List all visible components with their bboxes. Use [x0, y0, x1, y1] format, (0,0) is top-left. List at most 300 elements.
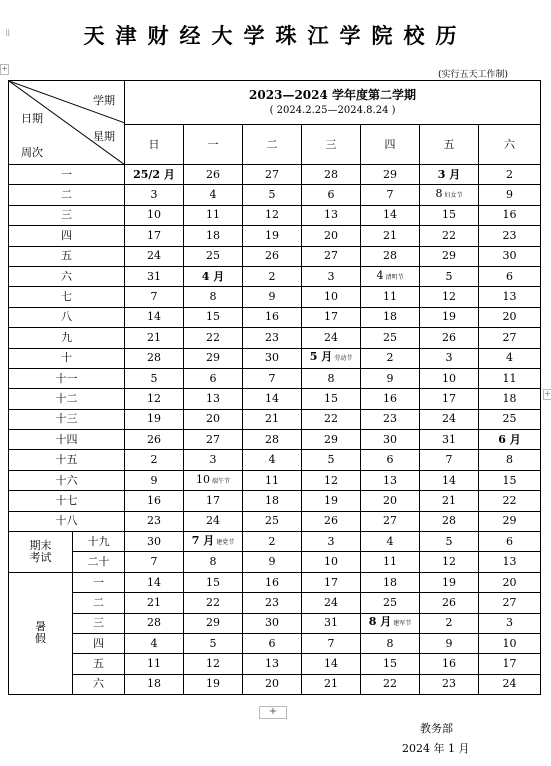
date-value: 25/2 月 — [133, 167, 175, 181]
date-value: 4 — [268, 453, 276, 467]
week-number-cell: 十七 — [9, 491, 125, 511]
date-value: 8 — [506, 453, 514, 467]
week-number-cell: 七 — [9, 287, 125, 307]
date-value: 3 月 — [437, 167, 461, 181]
date-cell — [361, 389, 420, 409]
date-cell — [125, 368, 184, 388]
date-cell — [361, 470, 420, 490]
date-cell — [243, 450, 302, 470]
date-cell — [243, 287, 302, 307]
date-cell — [125, 572, 184, 592]
week-number-cell: 九 — [9, 328, 125, 348]
date-cell — [361, 348, 420, 368]
work-system-note: (实行五天工作制) — [437, 70, 508, 80]
date-cell — [420, 226, 479, 246]
corner-label-term: 学期 — [93, 94, 115, 107]
footer-date: 2024 年 1 月 — [402, 742, 470, 755]
date-cell — [420, 328, 479, 348]
week-number-cell: 十一 — [9, 368, 125, 388]
date-value: 20 — [502, 310, 517, 324]
date-cell — [420, 674, 479, 694]
date-cell — [420, 511, 479, 531]
date-cell — [125, 491, 184, 511]
date-cell — [243, 266, 302, 286]
date-value: 16 — [265, 310, 279, 324]
date-cell — [479, 389, 541, 409]
date-cell — [361, 205, 420, 225]
summer-week-row — [9, 572, 541, 592]
date-value: 17 — [324, 575, 338, 589]
date-cell — [361, 613, 420, 633]
date-value: 7 — [150, 555, 158, 569]
date-cell — [243, 409, 302, 429]
date-value: 19 — [442, 575, 456, 589]
date-value: 16 — [265, 575, 279, 589]
date-value: 28 — [442, 514, 456, 528]
date-cell — [479, 205, 541, 225]
date-value: 23 — [383, 412, 397, 426]
date-cell — [184, 266, 243, 286]
date-value: 15 — [442, 208, 456, 222]
date-value: 8 — [209, 555, 217, 569]
date-cell — [420, 491, 479, 511]
summer-week-row — [9, 674, 541, 694]
week-number-cell: 六 — [9, 266, 125, 286]
date-value: 13 — [502, 555, 517, 569]
date-cell — [479, 532, 541, 552]
date-value: 10 — [502, 636, 517, 650]
date-cell — [243, 633, 302, 653]
date-value: 13 — [265, 657, 279, 671]
date-value: 20 — [206, 412, 220, 426]
date-cell — [125, 307, 184, 327]
date-value: 2 — [268, 534, 276, 548]
date-value: 27 — [383, 514, 397, 528]
date-value: 5 — [445, 534, 453, 548]
date-value: 14 — [147, 575, 161, 589]
date-cell — [420, 552, 479, 572]
weekday-header-cell: 四 — [361, 125, 420, 165]
date-cell — [479, 348, 541, 368]
date-cell — [243, 613, 302, 633]
date-cell — [302, 226, 361, 246]
date-value: 16 — [442, 657, 456, 671]
date-value: 8 — [209, 290, 217, 304]
date-value: 4 月 — [201, 269, 225, 283]
weekday-header-cell: 六 — [479, 125, 541, 165]
date-cell — [302, 348, 361, 368]
date-cell — [361, 491, 420, 511]
date-value: 16 — [383, 391, 397, 405]
date-cell — [125, 654, 184, 674]
date-cell — [479, 165, 541, 185]
date-cell — [243, 348, 302, 368]
date-cell — [479, 511, 541, 531]
date-cell — [184, 185, 243, 205]
date-value: 21 — [147, 330, 161, 344]
date-cell — [420, 165, 479, 185]
date-cell — [420, 654, 479, 674]
date-cell — [479, 491, 541, 511]
week-row — [9, 491, 541, 511]
date-value: 29 — [324, 432, 338, 446]
week-number-cell: 五 — [73, 654, 125, 674]
date-cell — [125, 470, 184, 490]
week-number-cell: 四 — [73, 633, 125, 653]
week-row — [9, 287, 541, 307]
date-value: 3 — [327, 534, 335, 548]
summer-week-row — [9, 633, 541, 653]
date-cell — [302, 674, 361, 694]
date-value: 29 — [442, 249, 456, 263]
date-value: 27 — [502, 595, 517, 609]
date-cell — [243, 185, 302, 205]
date-cell — [125, 185, 184, 205]
date-value: 23 — [265, 595, 279, 609]
date-cell — [361, 552, 420, 572]
date-value: 27 — [265, 167, 279, 181]
date-value: 4 — [376, 268, 384, 282]
date-cell — [302, 491, 361, 511]
date-value: 10 — [195, 472, 210, 486]
plus-icon[interactable]: + — [1, 64, 8, 73]
date-cell — [243, 328, 302, 348]
date-cell — [479, 226, 541, 246]
date-value: 11 — [383, 290, 397, 304]
date-value: 24 — [442, 412, 456, 426]
date-cell — [184, 552, 243, 572]
date-value: 6 — [209, 371, 217, 385]
date-value: 19 — [265, 228, 279, 242]
date-value: 6 — [506, 534, 514, 548]
date-cell — [302, 368, 361, 388]
date-value: 22 — [206, 595, 220, 609]
date-cell — [125, 511, 184, 531]
date-value: 9 — [445, 636, 453, 650]
date-cell — [420, 409, 479, 429]
date-value: 10 — [324, 555, 338, 569]
date-cell — [302, 287, 361, 307]
date-value: 22 — [324, 412, 338, 426]
date-value: 12 — [442, 290, 456, 304]
date-cell — [479, 307, 541, 327]
date-value: 14 — [147, 310, 161, 324]
date-value: 18 — [383, 310, 397, 324]
date-value: 13 — [324, 208, 338, 222]
date-cell — [479, 593, 541, 613]
date-cell — [184, 246, 243, 266]
date-value: 23 — [442, 677, 456, 691]
date-value: 30 — [265, 351, 279, 365]
date-cell — [243, 389, 302, 409]
date-cell — [479, 654, 541, 674]
date-cell — [420, 450, 479, 470]
date-cell — [420, 572, 479, 592]
date-cell — [302, 328, 361, 348]
date-value: 24 — [324, 595, 338, 609]
date-cell — [361, 287, 420, 307]
week-number-cell: 六 — [73, 674, 125, 694]
date-value: 25 — [265, 514, 279, 528]
weekday-header-cell: 五 — [420, 125, 479, 165]
date-value: 12 — [442, 555, 456, 569]
date-cell — [361, 674, 420, 694]
date-cell — [125, 287, 184, 307]
date-value: 3 — [209, 453, 217, 467]
date-cell — [302, 552, 361, 572]
date-value: 7 — [386, 188, 394, 202]
date-cell — [125, 389, 184, 409]
holiday-note: 建党节 — [216, 538, 235, 546]
week-row — [9, 165, 541, 185]
date-value: 9 — [506, 188, 514, 202]
date-value: 25 — [206, 249, 220, 263]
date-cell — [302, 165, 361, 185]
date-value: 22 — [442, 228, 456, 242]
date-cell — [125, 348, 184, 368]
date-value: 22 — [206, 330, 220, 344]
corner-label-weekday: 星期 — [93, 130, 115, 143]
date-cell — [479, 409, 541, 429]
date-cell — [243, 226, 302, 246]
date-cell — [420, 593, 479, 613]
date-cell — [184, 470, 243, 490]
date-cell — [302, 205, 361, 225]
date-value: 26 — [147, 432, 161, 446]
date-cell — [361, 633, 420, 653]
academic-calendar-table — [8, 80, 541, 695]
date-cell — [302, 613, 361, 633]
date-value: 13 — [206, 391, 220, 405]
date-value: 2 — [445, 616, 453, 630]
date-cell — [125, 593, 184, 613]
date-value: 3 — [445, 351, 453, 365]
date-cell — [302, 532, 361, 552]
date-value: 24 — [502, 677, 517, 691]
date-cell — [361, 572, 420, 592]
date-value: 5 — [150, 371, 158, 385]
date-value: 4 — [209, 188, 217, 202]
date-value: 20 — [383, 493, 397, 507]
date-cell — [184, 572, 243, 592]
date-value: 17 — [502, 657, 517, 671]
date-value: 19 — [206, 677, 220, 691]
date-value: 23 — [502, 228, 517, 242]
plus-icon[interactable]: + — [544, 389, 551, 398]
week-row — [9, 470, 541, 490]
weekday-header-cell: 三 — [302, 125, 361, 165]
week-row — [9, 430, 541, 450]
week-row — [9, 368, 541, 388]
date-cell — [243, 674, 302, 694]
date-value: 3 — [506, 616, 514, 630]
date-value: 15 — [383, 657, 397, 671]
week-number-cell: 十九 — [73, 532, 125, 552]
date-value: 11 — [502, 371, 517, 385]
term-date-range: ( 2024.2.25—2024.8.24 ) — [269, 105, 396, 116]
final-exam-label: 期末 考试 — [9, 532, 73, 573]
date-cell — [420, 532, 479, 552]
date-value: 5 — [209, 636, 217, 650]
date-value: 26 — [324, 514, 338, 528]
add-row-button[interactable]: + — [259, 706, 287, 719]
date-value: 28 — [147, 616, 161, 630]
week-number-cell: 二 — [9, 185, 125, 205]
date-value: 9 — [268, 290, 276, 304]
date-value: 31 — [147, 269, 161, 283]
week-row — [9, 246, 541, 266]
date-cell — [125, 633, 184, 653]
date-value: 25 — [383, 595, 397, 609]
date-value: 29 — [383, 167, 397, 181]
date-value: 18 — [502, 391, 517, 405]
week-row — [9, 409, 541, 429]
date-value: 13 — [383, 473, 397, 487]
date-cell — [184, 430, 243, 450]
date-value: 6 — [268, 636, 276, 650]
date-cell — [361, 450, 420, 470]
date-cell — [302, 633, 361, 653]
date-value: 2 — [386, 351, 394, 365]
date-cell — [361, 409, 420, 429]
date-cell — [420, 246, 479, 266]
date-value: 18 — [383, 575, 397, 589]
date-cell — [184, 307, 243, 327]
date-value: 21 — [265, 412, 279, 426]
date-cell — [243, 532, 302, 552]
date-value: 4 — [386, 534, 394, 548]
date-value: 28 — [324, 167, 338, 181]
date-cell — [479, 450, 541, 470]
date-cell — [420, 287, 479, 307]
exam-week-row — [9, 532, 541, 552]
date-cell — [243, 307, 302, 327]
date-cell — [302, 450, 361, 470]
summer-week-row — [9, 593, 541, 613]
date-value: 5 月 — [309, 350, 333, 364]
date-cell — [302, 389, 361, 409]
date-cell — [302, 511, 361, 531]
date-cell — [243, 572, 302, 592]
date-cell — [361, 368, 420, 388]
date-cell — [243, 430, 302, 450]
date-cell — [479, 185, 541, 205]
date-value: 16 — [147, 493, 161, 507]
holiday-note: 建军节 — [393, 620, 412, 628]
date-value: 7 — [327, 636, 335, 650]
date-value: 29 — [206, 351, 220, 365]
corner-label-date: 日期 — [21, 112, 43, 125]
date-cell — [243, 491, 302, 511]
date-value: 21 — [147, 595, 161, 609]
date-cell — [243, 511, 302, 531]
date-cell — [302, 654, 361, 674]
date-value: 5 — [268, 188, 276, 202]
date-cell — [243, 246, 302, 266]
term-title-cell — [125, 81, 541, 125]
date-cell — [243, 165, 302, 185]
date-cell — [361, 266, 420, 286]
term-title: 2023—2024 学年度第二学期 — [249, 88, 417, 102]
date-value: 28 — [265, 432, 279, 446]
date-value: 13 — [502, 290, 517, 304]
date-cell — [184, 613, 243, 633]
date-value: 14 — [265, 391, 279, 405]
date-cell — [184, 389, 243, 409]
week-row — [9, 205, 541, 225]
date-value: 6 — [386, 453, 394, 467]
date-value: 26 — [206, 167, 220, 181]
date-value: 22 — [502, 493, 517, 507]
date-value: 12 — [147, 391, 161, 405]
date-cell — [479, 470, 541, 490]
date-cell — [302, 409, 361, 429]
date-value: 8 — [327, 371, 335, 385]
date-value: 9 — [268, 555, 276, 569]
date-value: 30 — [147, 534, 161, 548]
week-number-cell: 十二 — [9, 389, 125, 409]
date-cell — [361, 511, 420, 531]
date-cell — [184, 674, 243, 694]
date-cell — [184, 226, 243, 246]
date-cell — [125, 246, 184, 266]
date-value: 23 — [147, 514, 161, 528]
date-value: 30 — [383, 432, 397, 446]
date-cell — [184, 593, 243, 613]
date-cell — [125, 328, 184, 348]
table-move-handle-icon[interactable]: ⁞⁞ — [5, 28, 10, 39]
date-value: 15 — [324, 391, 338, 405]
date-cell — [361, 185, 420, 205]
date-cell — [243, 654, 302, 674]
date-cell — [479, 430, 541, 450]
date-cell — [302, 246, 361, 266]
date-value: 6 — [506, 269, 514, 283]
date-cell — [184, 348, 243, 368]
date-cell — [479, 328, 541, 348]
week-row — [9, 389, 541, 409]
date-value: 17 — [324, 310, 338, 324]
date-value: 10 — [442, 371, 456, 385]
week-number-cell: 一 — [73, 572, 125, 592]
date-value: 7 — [445, 453, 453, 467]
date-value: 23 — [265, 330, 279, 344]
date-value: 19 — [442, 310, 456, 324]
date-cell — [302, 307, 361, 327]
date-cell — [302, 266, 361, 286]
holiday-note: 清明节 — [385, 273, 404, 281]
date-value: 18 — [147, 677, 161, 691]
date-value: 30 — [502, 249, 517, 263]
date-cell — [302, 572, 361, 592]
document-title: 天津财经大学珠江学院校历 — [83, 23, 468, 48]
date-cell — [361, 307, 420, 327]
date-value: 5 — [445, 269, 453, 283]
date-cell — [125, 450, 184, 470]
term-header-row — [9, 81, 541, 125]
date-cell — [361, 430, 420, 450]
weekday-header-cell: 一 — [184, 125, 243, 165]
week-number-cell: 十四 — [9, 430, 125, 450]
date-value: 17 — [442, 391, 456, 405]
date-cell — [420, 389, 479, 409]
date-value: 21 — [383, 228, 397, 242]
date-cell — [184, 368, 243, 388]
date-cell — [302, 430, 361, 450]
week-number-cell: 二十 — [73, 552, 125, 572]
week-row — [9, 328, 541, 348]
date-cell — [184, 491, 243, 511]
